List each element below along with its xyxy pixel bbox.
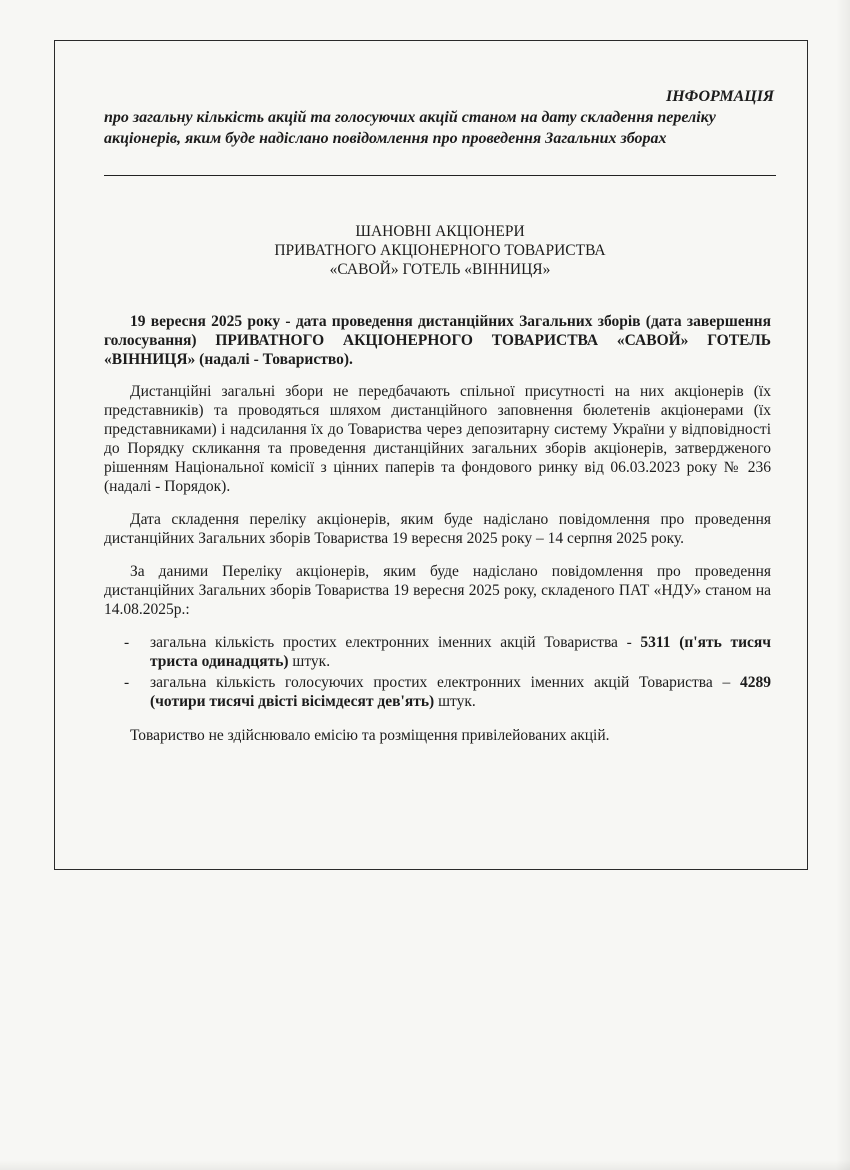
lead-paragraph: 19 вересня 2025 року - дата проведення дистанційних Загальних зборів (дата завершення голосування) ПРИВАТНОГО АКЦІОНЕРНОГО ТОВАРИСТВА «САВОЙ» ГОТЕЛЬ «ВІННИЦЯ» (надалі - Товариство). [104, 313, 771, 368]
total-shares-count: 5311 (п'ять тисяч триста одинадцять) [150, 634, 772, 670]
paragraph-remote-meeting: Дистанційні загальні збори не передбачають спільної присутності на них акціонерів (їх представників) та проводяться шляхом дистанційного заповнення бюлетенів акціонерами (їх представниками) і надсилання їх до Товариства через депозитарну систему України у відповідності до Порядку скликання та проведення дистанційних загальних зборів акціонерів, затвердженого рішенням Національної комісії з цінних паперів та фондового ринку від 06.03.2023 року № 236 (надалі - Порядок). [104, 383, 771, 495]
salutation-line-3: «САВОЙ» ГОТЕЛЬ «ВІННИЦЯ» [329, 261, 551, 278]
scan-bottom-shadow [0, 1160, 850, 1170]
voting-shares-text: загальна кількість голосуючих простих електронних іменних акцій Товариства – [150, 674, 740, 691]
document-body [104, 312, 771, 759]
document-subtitle: про загальну кількість акцій та голосуючих акцій станом на дату складення переліку акціонерів, яким буде надіслано повідомлення про проведення Загальних зборах [104, 109, 716, 147]
list-dash: - [124, 634, 130, 651]
list-dash: - [124, 674, 130, 691]
document-title: ІНФОРМАЦІЯ [666, 88, 774, 105]
salutation-block [104, 222, 776, 279]
voting-shares-count: 4289 (чотири тисячі двісті вісімдесят дев'ять) [150, 674, 771, 710]
paragraph-preferred-shares: Товариство не здійснювало емісію та розміщення привілейованих акцій. [130, 727, 610, 744]
list-item-total-shares [104, 633, 771, 671]
share-count-list [104, 633, 771, 711]
header-rule [104, 175, 776, 176]
list-item-voting-shares [104, 673, 771, 711]
salutation-line-1: ШАНОВНІ АКЦІОНЕРИ [355, 223, 525, 240]
total-shares-unit: штук. [288, 653, 331, 670]
scan-edge-shadow [836, 0, 850, 1170]
document-header [104, 86, 776, 149]
total-shares-text: загальна кількість простих електронних іменних акцій Товариства - [150, 634, 641, 651]
salutation-line-2: ПРИВАТНОГО АКЦІОНЕРНОГО ТОВАРИСТВА [274, 242, 606, 259]
voting-shares-unit: штук. [434, 693, 476, 710]
paragraph-shareholder-list: За даними Переліку акціонерів, яким буде надіслано повідомлення про проведення дистанційних Загальних зборів Товариства 19 вересня 2025 року, складеного ПАТ «НДУ» станом на 14.08.2025р.: [104, 563, 771, 618]
paragraph-list-date: Дата складення переліку акціонерів, яким буде надіслано повідомлення про проведення дистанційних Загальних зборів Товариства 19 вересня 2025 року – 14 серпня 2025 року. [104, 511, 771, 547]
